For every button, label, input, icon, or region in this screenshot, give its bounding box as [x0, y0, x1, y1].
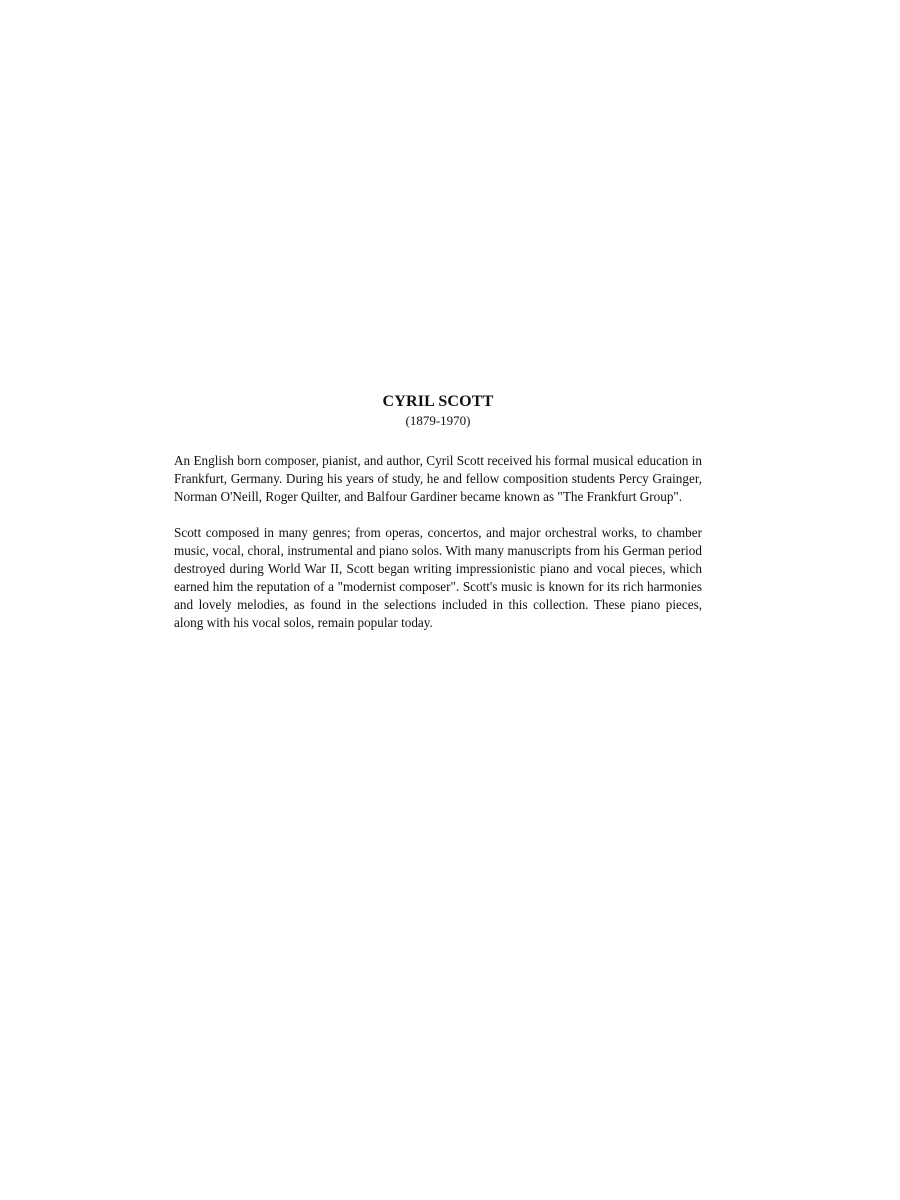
composer-biography: [174, 392, 702, 632]
composer-name-heading: CYRIL SCOTT: [382, 393, 494, 410]
biography-paragraph-2: Scott composed in many genres; from operas, concertos, and major orchestral works, to chamber music, vocal, choral, instrumental and piano solos. With many manuscripts from his German period destroyed during World War II, Scott began writing impressionistic piano and vocal pieces, which earned him the reputation of a "modernist composer". Scott's music is known for its rich harmonies and lovely melodies, as found in the selections included in this collection. These piano pieces, along with his vocal solos, remain popular today.: [174, 525, 702, 630]
biography-paragraph-1: An English born composer, pianist, and author, Cyril Scott received his formal musical education in Frankfurt, Germany. During his years of study, he and fellow composition students Percy Grainger, Norman O'Neill, Roger Quilter, and Balfour Gardiner became known as "The Frankfurt Group".: [174, 453, 702, 504]
composer-life-dates: (1879-1970): [405, 413, 471, 428]
